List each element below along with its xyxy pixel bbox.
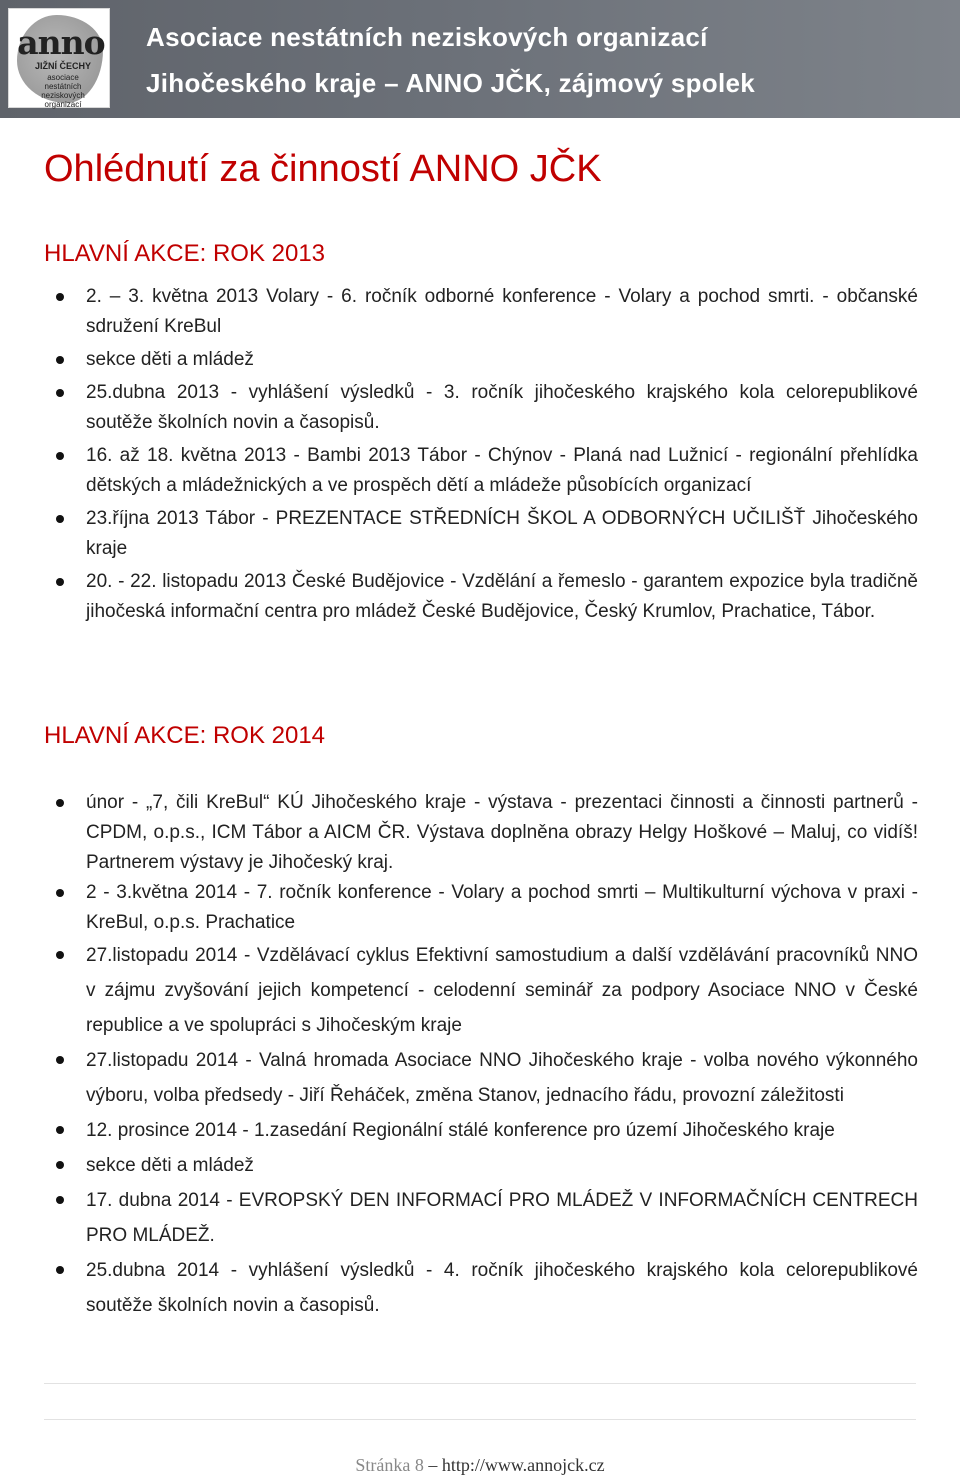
logo-subtitle: asociace nestátních neziskových organizací bbox=[41, 73, 85, 109]
page-title: Ohlédnutí za činností ANNO JČK bbox=[44, 148, 602, 190]
events-list-2013 bbox=[52, 282, 918, 630]
footer-divider bbox=[44, 1419, 916, 1420]
footer-separator: – bbox=[428, 1455, 438, 1475]
logo-name: anno bbox=[17, 23, 105, 62]
list-item: 25.dubna 2013 - vyhlášení výsledků - 3. ročník jihočeského krajského kola celorepublikové soutěže školních novin a časopisů. bbox=[52, 378, 918, 438]
page-number: Stránka 8 bbox=[355, 1455, 424, 1475]
anno-logo bbox=[8, 8, 110, 108]
list-item: sekce děti a mládež bbox=[52, 345, 918, 375]
list-item: 27.listopadu 2014 - Valná hromada Asociace NNO Jihočeského kraje - volba nového výkonného výboru, volba předsedy - Jiří Řeháček, změna Stanov, jednacího řádu, provozní záležitosti bbox=[52, 1043, 918, 1113]
list-item: 2 - 3.května 2014 - 7. ročník konference - Volary a pochod smrti – Multikulturní výchova v praxi - KreBul, o.p.s. Prachatice bbox=[52, 878, 918, 938]
header-title-line1: Asociace nestátních neziskových organizací bbox=[146, 22, 708, 52]
list-item: 27.listopadu 2014 - Vzdělávací cyklus Efektivní samostudium a další vzdělávání pracovníků NNO v zájmu zvyšování jejich kompetencí - celodenní seminář za podpory Asociace NNO v České republice a ve spolupráci s Jihočeským kraje bbox=[52, 938, 918, 1043]
logo-region: JIŽNÍ ČECHY bbox=[35, 61, 92, 71]
header-title-line2: Jihočeského kraje – ANNO JČK, zájmový spolek bbox=[146, 68, 756, 98]
list-item: 17. dubna 2014 - EVROPSKÝ DEN INFORMACÍ PRO MLÁDEŽ V INFORMAČNÍCH CENTRECH PRO MLÁDEŽ. bbox=[52, 1183, 918, 1253]
list-item: 16. až 18. května 2013 - Bambi 2013 Tábor - Chýnov - Planá nad Lužnicí - regionální přehlídka dětských a mládežnických a ve prospěch dětí a mládeže působících organizací bbox=[52, 441, 918, 501]
list-item: 20. - 22. listopadu 2013 České Budějovice - Vzdělání a řemeslo - garantem expozice byla tradičně jihočeská informační centra pro mládež České Budějovice, Český Krumlov, Prachatice, Tábor. bbox=[52, 567, 918, 627]
section-title-2013: HLAVNÍ AKCE: ROK 2013 bbox=[44, 240, 326, 267]
list-item: 2. – 3. května 2013 Volary - 6. ročník odborné konference - Volary a pochod smrti. - občanské sdružení KreBul bbox=[52, 282, 918, 342]
section-title-2014: HLAVNÍ AKCE: ROK 2014 bbox=[44, 722, 326, 749]
list-item: 25.dubna 2014 - vyhlášení výsledků - 4. ročník jihočeského krajského kola celorepublikové soutěže školních novin a časopisů. bbox=[52, 1253, 918, 1323]
list-item: sekce děti a mládež bbox=[52, 1148, 918, 1183]
list-item: únor - „7, čili KreBul“ KÚ Jihočeského kraje - výstava - prezentaci činnosti a činnosti partnerů - CPDM, o.p.s., ICM Tábor a AICM ČR. Výstava doplněna obrazy Helgy Hoškové – Maluj, co vidíš! Partnerem výstavy je Jihočeský kraj. bbox=[52, 788, 918, 878]
list-item: 12. prosince 2014 - 1.zasedání Regionální stálé konference pro území Jihočeského kraje bbox=[52, 1113, 918, 1148]
footer-divider bbox=[44, 1383, 916, 1384]
list-item: 23.října 2013 Tábor - PREZENTACE STŘEDNÍCH ŠKOL A ODBORNÝCH UČILIŠŤ Jihočeského kraje bbox=[52, 504, 918, 564]
page-footer bbox=[0, 1455, 960, 1476]
footer-url-link[interactable]: http://www.annojck.cz bbox=[441, 1455, 605, 1475]
header-banner bbox=[0, 0, 960, 118]
events-list-2014 bbox=[52, 788, 918, 1323]
